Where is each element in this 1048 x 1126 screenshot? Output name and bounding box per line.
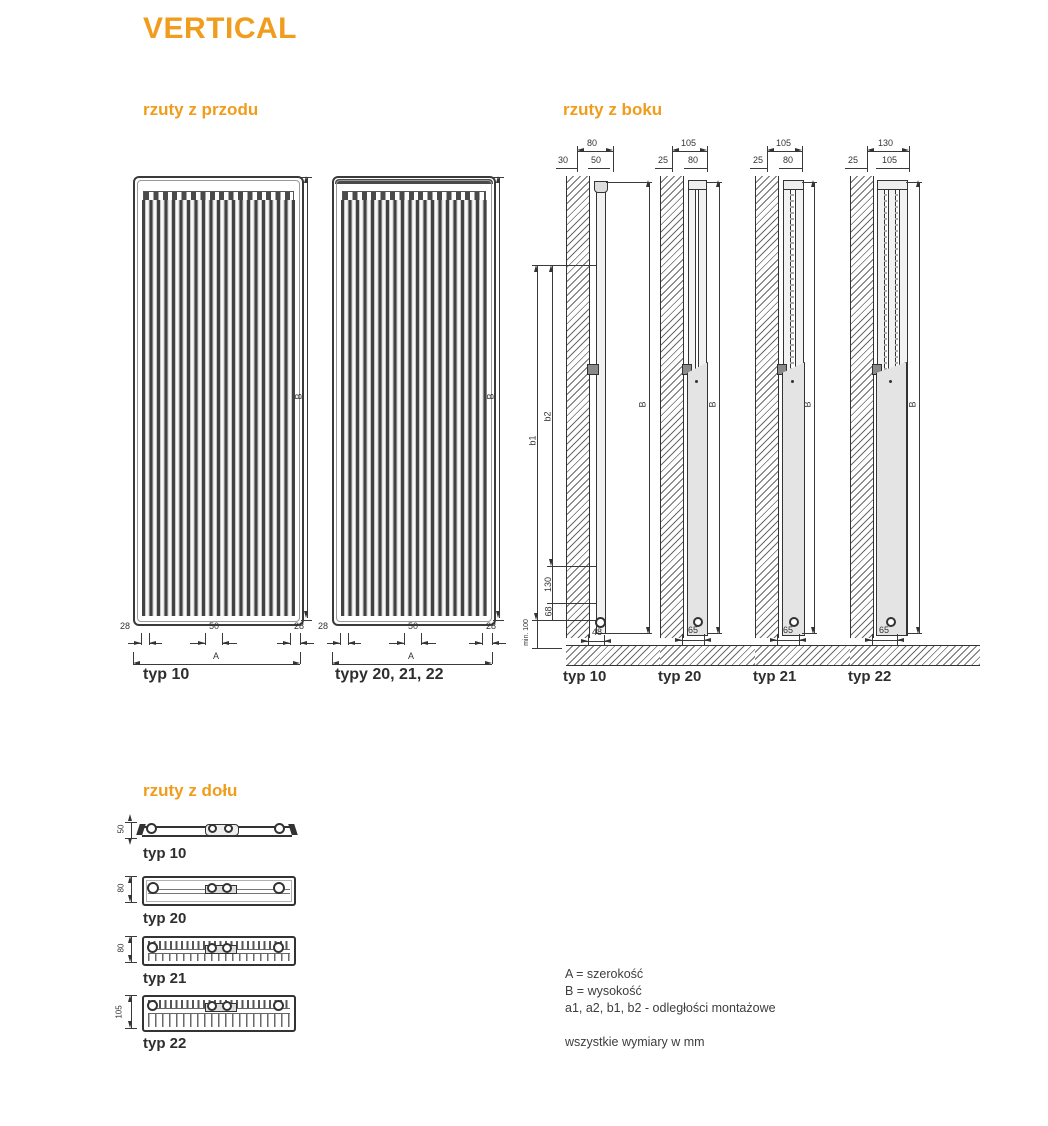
dim-label: 25 bbox=[658, 155, 669, 165]
comb-strip bbox=[148, 953, 290, 961]
connection-port bbox=[207, 1001, 217, 1011]
dim-ext bbox=[125, 962, 137, 963]
dim-label-28: 28 bbox=[294, 621, 305, 631]
side-typ10-label: typ 10 bbox=[563, 668, 607, 685]
connection-port bbox=[147, 1000, 158, 1011]
dim-arrow bbox=[300, 641, 307, 645]
dim-label-68: 68 bbox=[543, 606, 554, 617]
dim-arrow bbox=[770, 638, 777, 642]
side-typ22-label: typ 22 bbox=[848, 668, 892, 685]
connection-port bbox=[222, 943, 232, 953]
connection-port bbox=[207, 943, 217, 953]
dim-arrow bbox=[475, 641, 482, 645]
connection-port bbox=[273, 882, 285, 894]
dim-arrow bbox=[222, 641, 229, 645]
dim-label-130: 130 bbox=[543, 576, 554, 593]
dim-line bbox=[499, 178, 500, 618]
dim-arrow bbox=[496, 611, 500, 618]
dim-arrow bbox=[128, 955, 132, 962]
floor-section bbox=[850, 645, 980, 666]
wall-section bbox=[755, 176, 779, 638]
dim-tick bbox=[205, 633, 206, 645]
bottom-typ20-label: typ 20 bbox=[143, 910, 187, 927]
dim-arrow bbox=[606, 148, 613, 152]
dim-label-A: A bbox=[408, 651, 415, 661]
vent-dot bbox=[791, 380, 794, 383]
dim-ext bbox=[547, 603, 596, 604]
dim-label-48: 48 bbox=[592, 627, 603, 637]
dim-tick bbox=[141, 633, 142, 645]
dim-arrow bbox=[902, 148, 909, 152]
dim-arrow bbox=[128, 838, 132, 845]
dim-arrow bbox=[134, 641, 141, 645]
dim-label: 80 bbox=[116, 883, 126, 893]
dim-line bbox=[649, 182, 650, 634]
dim-line bbox=[779, 168, 802, 169]
dim-line bbox=[133, 664, 300, 665]
wall-section bbox=[660, 176, 684, 638]
dim-ext bbox=[906, 182, 922, 183]
dim-label-A: A bbox=[213, 651, 220, 661]
dim-ext bbox=[906, 633, 922, 634]
dim-label-B: B bbox=[907, 401, 918, 408]
wall-section bbox=[566, 176, 590, 638]
top-header bbox=[688, 180, 707, 190]
dim-label: 80 bbox=[688, 155, 699, 165]
dim-line bbox=[750, 168, 767, 169]
dim-ext bbox=[802, 633, 817, 634]
dim-ext bbox=[707, 633, 722, 634]
bottom-cover bbox=[876, 362, 907, 636]
dim-label-B: B bbox=[637, 401, 648, 408]
panel-outline bbox=[142, 995, 296, 1032]
dim-ext bbox=[532, 265, 596, 266]
dim-ext bbox=[767, 146, 768, 172]
dim-label: 105 bbox=[114, 1005, 124, 1019]
front-views-heading: rzuty z przodu bbox=[143, 100, 259, 119]
dim-arrow bbox=[534, 265, 538, 272]
legend-units-note: wszystkie wymiary w mm bbox=[565, 1035, 705, 1049]
dim-arrow bbox=[133, 661, 140, 665]
bottom-cover bbox=[687, 362, 708, 636]
connection-port bbox=[146, 823, 157, 834]
dim-arrow bbox=[492, 641, 499, 645]
dim-ext bbox=[802, 182, 817, 183]
top-grille bbox=[877, 180, 908, 190]
dim-ext bbox=[493, 177, 504, 178]
dim-label-b1: b1 bbox=[527, 435, 538, 446]
dim-tick bbox=[340, 633, 341, 645]
dim-arrow bbox=[128, 876, 132, 883]
dim-line bbox=[684, 168, 707, 169]
dim-arrow bbox=[549, 559, 553, 566]
side-views-heading: rzuty z boku bbox=[563, 100, 663, 119]
dim-label: 25 bbox=[848, 155, 859, 165]
dim-ext bbox=[532, 648, 562, 649]
dim-ext bbox=[492, 652, 493, 664]
dim-label: 25 bbox=[753, 155, 764, 165]
dim-line bbox=[556, 168, 577, 169]
dim-ext bbox=[606, 633, 652, 634]
dim-arrow bbox=[198, 641, 205, 645]
dim-label-28: 28 bbox=[120, 621, 131, 631]
front-typ10-label: typ 10 bbox=[143, 666, 190, 683]
dim-arrow bbox=[795, 148, 802, 152]
connection-port bbox=[224, 824, 233, 833]
dim-label: 130 bbox=[878, 138, 894, 148]
side-typ20-label: typ 20 bbox=[658, 668, 702, 685]
dim-ext bbox=[909, 146, 910, 172]
dim-arrow bbox=[534, 613, 538, 620]
dim-ext bbox=[802, 146, 803, 172]
dim-label-min100: min. 100 bbox=[522, 619, 530, 646]
dim-ext bbox=[125, 1028, 137, 1029]
dim-label-65: 65 bbox=[879, 625, 890, 635]
dim-ext bbox=[300, 652, 301, 664]
dim-label-B: B bbox=[293, 393, 304, 400]
connection-port bbox=[273, 942, 284, 953]
connection-port bbox=[207, 883, 217, 893]
dim-label-65: 65 bbox=[688, 625, 699, 635]
dim-label: 80 bbox=[783, 155, 794, 165]
dim-line bbox=[537, 620, 538, 648]
radiator-panel-side bbox=[596, 184, 606, 634]
dim-arrow bbox=[293, 661, 300, 665]
dim-label-50: 50 bbox=[408, 621, 419, 631]
dim-ext bbox=[125, 822, 137, 823]
wall-section bbox=[850, 176, 874, 638]
vertical-channels bbox=[142, 200, 295, 616]
dim-arrow bbox=[549, 265, 553, 272]
connection-port bbox=[147, 882, 159, 894]
radiator-front-typ10 bbox=[133, 176, 304, 626]
dim-ext bbox=[707, 182, 722, 183]
dim-label: 50 bbox=[116, 824, 126, 834]
connection-port bbox=[273, 1000, 284, 1011]
dim-arrow bbox=[128, 895, 132, 902]
dim-line bbox=[655, 168, 672, 169]
dim-arrow bbox=[128, 814, 132, 821]
dim-label-50: 50 bbox=[209, 621, 220, 631]
vent-dot bbox=[695, 380, 698, 383]
dim-line bbox=[919, 182, 920, 634]
connection-port bbox=[147, 942, 158, 953]
dim-arrow bbox=[348, 641, 355, 645]
dim-line bbox=[876, 168, 909, 169]
bottom-typ21-label: typ 21 bbox=[143, 970, 187, 987]
dim-label: 30 bbox=[558, 155, 569, 165]
comb-strip bbox=[148, 1013, 290, 1027]
dim-label: 50 bbox=[591, 155, 602, 165]
dim-tick bbox=[290, 633, 291, 645]
dim-ext bbox=[613, 146, 614, 172]
dim-ext bbox=[577, 146, 578, 172]
dim-label-28: 28 bbox=[318, 621, 329, 631]
dim-label-B: B bbox=[485, 393, 496, 400]
dim-arrow bbox=[799, 638, 806, 642]
wall-bracket bbox=[587, 364, 599, 375]
dim-label: 105 bbox=[882, 155, 898, 165]
legend-line-B: B = wysokość bbox=[565, 984, 642, 998]
connection-port bbox=[222, 1001, 232, 1011]
dim-arrow bbox=[333, 641, 340, 645]
dim-arrow bbox=[149, 641, 156, 645]
dim-arrow bbox=[581, 639, 588, 643]
vent-dot bbox=[889, 380, 892, 383]
dim-arrow bbox=[865, 638, 872, 642]
connection-port bbox=[222, 883, 232, 893]
dim-line bbox=[719, 182, 720, 634]
dim-label-65: 65 bbox=[783, 625, 794, 635]
dim-ext bbox=[672, 146, 673, 172]
dim-arrow bbox=[283, 641, 290, 645]
dim-arrow bbox=[700, 148, 707, 152]
dim-ext bbox=[707, 146, 708, 172]
dim-arrow bbox=[128, 1021, 132, 1028]
vertical-channels bbox=[341, 200, 487, 616]
connection-port bbox=[274, 823, 285, 834]
dim-label: 105 bbox=[681, 138, 697, 148]
radiator-front-typ20s bbox=[332, 176, 496, 626]
bottom-typ10-label: typ 10 bbox=[143, 845, 187, 862]
dim-arrow bbox=[128, 936, 132, 943]
dim-arrow bbox=[604, 639, 611, 643]
dim-ext bbox=[532, 620, 596, 621]
dim-tick bbox=[404, 633, 405, 645]
front-typ20s-label: typy 20, 21, 22 bbox=[335, 666, 444, 683]
dim-line bbox=[588, 168, 610, 169]
dim-label-B: B bbox=[802, 401, 813, 408]
dim-label-28: 28 bbox=[486, 621, 497, 631]
dim-line bbox=[131, 822, 132, 838]
dim-arrow bbox=[485, 661, 492, 665]
dim-label: 105 bbox=[776, 138, 792, 148]
dim-arrow bbox=[577, 148, 584, 152]
dim-arrow bbox=[767, 148, 774, 152]
legend-line-A: A = szerokość bbox=[565, 967, 644, 981]
page-title: VERTICAL bbox=[143, 12, 297, 45]
side-typ21-label: typ 21 bbox=[753, 668, 797, 685]
dim-arrow bbox=[128, 995, 132, 1002]
dim-label: 80 bbox=[116, 943, 126, 953]
dim-arrow bbox=[704, 638, 711, 642]
bottom-views-heading: rzuty z dołu bbox=[143, 781, 238, 800]
dim-label: 80 bbox=[587, 138, 598, 148]
dim-tick bbox=[482, 633, 483, 645]
dim-arrow bbox=[867, 148, 874, 152]
connection-port bbox=[208, 824, 217, 833]
dim-line bbox=[332, 664, 492, 665]
bottom-typ22-label: typ 22 bbox=[143, 1035, 187, 1052]
dim-ext bbox=[547, 566, 596, 567]
dim-arrow bbox=[421, 641, 428, 645]
dim-line bbox=[845, 168, 867, 169]
dim-label-B: B bbox=[707, 401, 718, 408]
top-grille bbox=[783, 180, 804, 190]
dim-line bbox=[814, 182, 815, 634]
dim-ext bbox=[606, 182, 652, 183]
dim-line bbox=[307, 178, 308, 618]
dim-label-b2: b2 bbox=[542, 411, 553, 422]
dim-ext bbox=[301, 177, 312, 178]
dim-arrow bbox=[304, 611, 308, 618]
dim-arrow bbox=[672, 148, 679, 152]
dim-arrow bbox=[332, 661, 339, 665]
dim-arrow bbox=[897, 638, 904, 642]
dim-ext bbox=[867, 146, 868, 172]
legend-line-mounting: a1, a2, b1, b2 - odległości montażowe bbox=[565, 1001, 776, 1015]
dim-ext bbox=[125, 902, 137, 903]
dim-arrow bbox=[397, 641, 404, 645]
dim-arrow bbox=[675, 638, 682, 642]
